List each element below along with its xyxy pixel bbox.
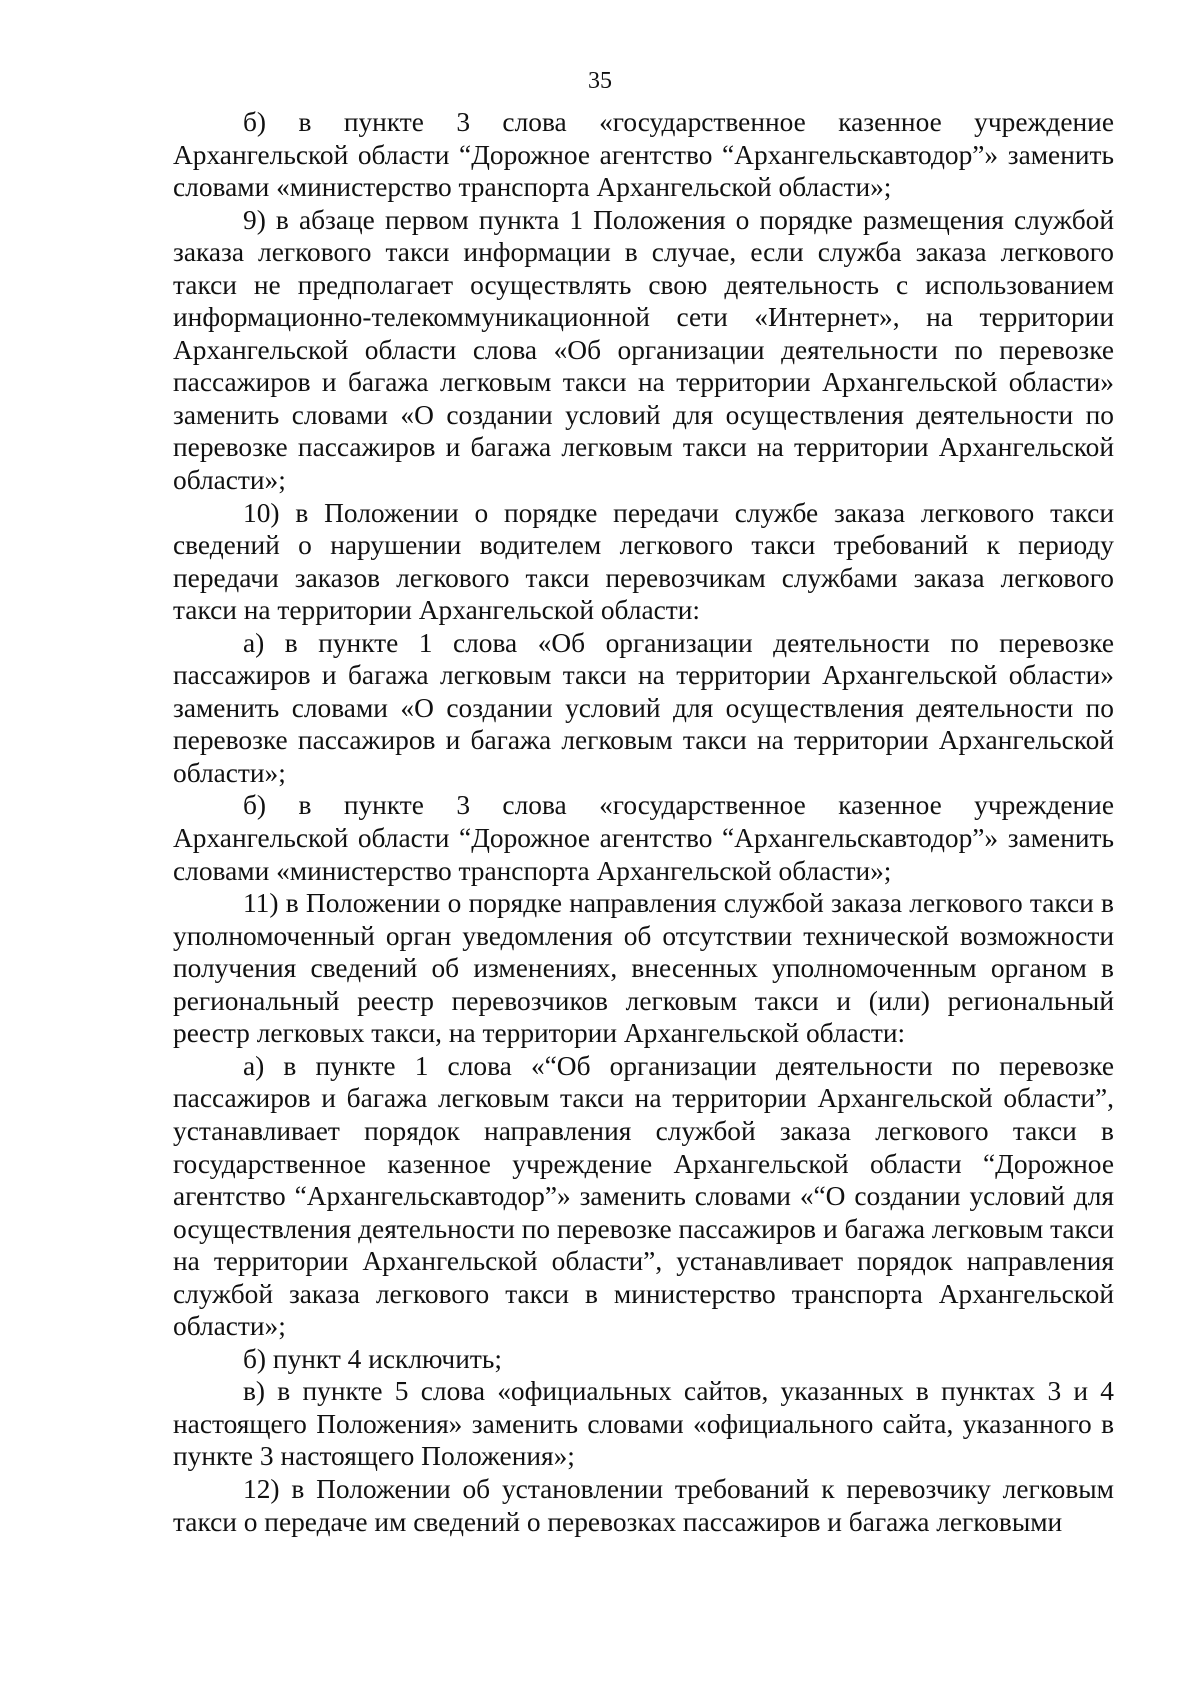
paragraph-12: 12) в Положении об установлении требований к перевозчику легковым такси о передаче им сведений о перевозках пассажиров и багажа легковыми bbox=[173, 1473, 1114, 1537]
paragraph-11: 11) в Положении о порядке направления службой заказа легкового такси в уполномоченный орган уведомления об отсутствии технической возможности получения сведений об изменениях, внесенных уполномоченным органом в региональный реестр перевозчиков легковым такси и (или) региональный реестр легковых такси, на территории Архангельской области: bbox=[173, 888, 1114, 1049]
paragraph-10b: б) в пункте 3 слова «государственное казенное учреждение Архангельской области “Дорожное агентство “Архангельскавтодор”» заменить словами «министерство транспорта Архангельской области»; bbox=[173, 790, 1114, 886]
paragraph-10: 10) в Положении о порядке передачи службе заказа легкового такси сведений о нарушении водителем легкового такси требований к периоду передачи заказов легкового такси перевозчикам службами заказа легкового такси на территории Архангельской области: bbox=[173, 497, 1114, 626]
page-number: 35 bbox=[588, 68, 612, 94]
paragraph-9: 9) в абзаце первом пункта 1 Положения о порядке размещения службой заказа легкового такси информации в случае, если служба заказа легкового такси не предполагает осуществлять свою деятельность с использованием информационно-телекоммуникационной сети «Интернет», на территории Архангельской области слова «Об организации деятельности по перевозке пассажиров и багажа легковым такси на территории Архангельской области» заменить словами «О создании условий для осуществления деятельности по перевозке пассажиров и багажа легковым такси на территории Архангельской области»; bbox=[173, 204, 1114, 496]
document-body bbox=[173, 106, 1114, 1538]
paragraph-11b: б) пункт 4 исключить; bbox=[243, 1343, 502, 1374]
paragraph-10a: а) в пункте 1 слова «Об организации деятельности по перевозке пассажиров и багажа легковым такси на территории Архангельской области» заменить словами «О создании условий для осуществления деятельности по перевозке пассажиров и багажа легковым такси на территории Архангельской области»; bbox=[173, 627, 1114, 788]
paragraph-11a: а) в пункте 1 слова «“Об организации деятельности по перевозке пассажиров и багажа легковым такси на территории Архангельской области”, устанавливает порядок направления службой заказа легкового такси в государственное казенное учреждение Архангельской области “Дорожное агентство “Архангельскавтодор”» заменить словами «“О создании условий для осуществления деятельности по перевозке пассажиров и багажа легковым такси на территории Архангельской области”, устанавливает порядок направления службой заказа легкового такси в министерство транспорта Архангельской области»; bbox=[173, 1050, 1114, 1342]
paragraph-1b-street-agency: б) в пункте 3 слова «государственное казенное учреждение Архангельской области “Дорожное агентство “Архангельскавтодор”» заменить словами «министерство транспорта Архангельской области»; bbox=[173, 107, 1114, 203]
paragraph-11c: в) в пункте 5 слова «официальных сайтов, указанных в пунктах 3 и 4 настоящего Положения» заменить словами «официального сайта, указанного в пункте 3 настоящего Положения»; bbox=[173, 1376, 1114, 1472]
